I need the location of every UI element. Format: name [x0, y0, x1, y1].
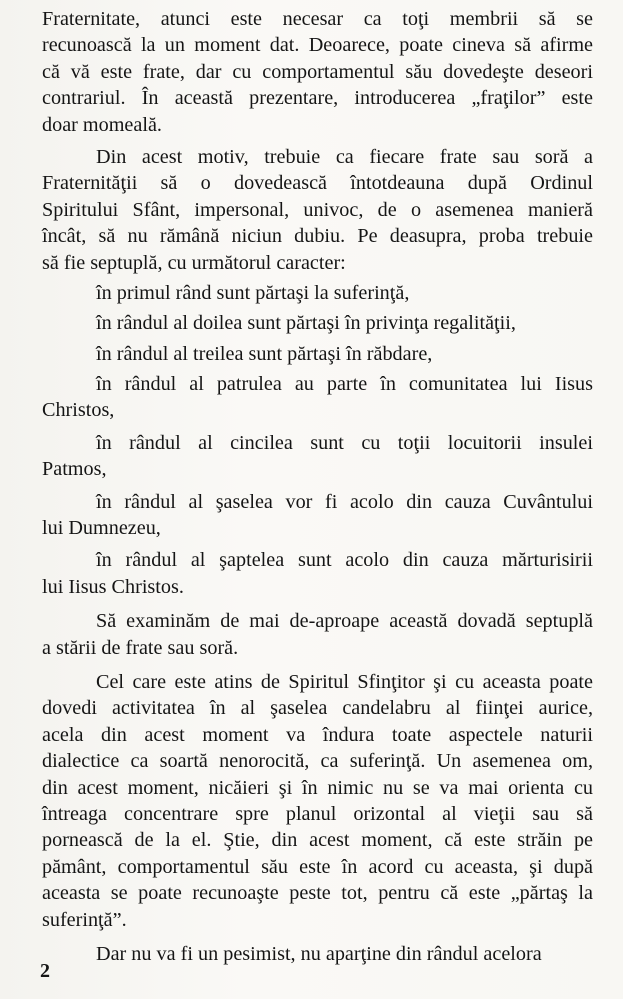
text-line: Patmos,	[42, 458, 107, 481]
text-line: în rândul al treilea sunt părtaşi în răbdare,	[96, 342, 433, 365]
text-line: Fraternităţii să o dovedească întotdeauna după Ordinul	[42, 172, 593, 195]
text-line: în rândul al patrulea au parte în comunitatea lui Iisus	[96, 373, 593, 396]
text-line: Spiritului Sfânt, impersonal, univoc, de o asemenea manieră	[42, 198, 593, 221]
text-line: doar momeală.	[42, 113, 162, 136]
text-line: încât, să nu rămână niciun dubiu. Pe deasupra, proba trebuie	[42, 225, 593, 248]
paragraph	[42, 280, 593, 306]
paragraph	[42, 608, 593, 661]
paragraph	[42, 941, 593, 967]
text-line: Din acest motiv, trebuie ca fiecare frate sau soră a	[96, 145, 593, 168]
paragraph	[42, 547, 593, 600]
text-line: pământ, comportamentul său este în acord cu aceasta, şi după	[42, 855, 593, 878]
body-text	[42, 6, 593, 967]
paragraph	[42, 310, 593, 336]
paragraph	[42, 371, 593, 424]
text-line: acela din acest moment va îndura toate aspectele naturii	[42, 723, 593, 746]
text-line: că vă este frate, dar cu comportamentul său dovedeşte deseori	[42, 60, 593, 83]
text-line: Dar nu va fi un pesimist, nu aparţine din rândul acelora	[96, 942, 542, 965]
paragraph-gap	[42, 933, 593, 941]
text-line: Christos,	[42, 399, 115, 422]
paragraph-gap	[42, 661, 593, 669]
paragraph	[42, 341, 593, 367]
text-line: dialectice ca soartă nenorocită, ca suferinţă. Un asemenea om,	[42, 750, 593, 773]
text-line: Să examinăm de mai de-aproape această dovadă septuplă	[96, 610, 593, 633]
page-number: 2	[40, 960, 50, 982]
text-line: lui Iisus Christos.	[42, 575, 184, 598]
paragraph	[42, 669, 593, 933]
text-line: pornească de la el. Ştie, din acest moment, că este străin pe	[42, 829, 593, 852]
text-line: contrariul. În această prezentare, introducerea „fraţilor” este	[42, 87, 593, 110]
text-line: întreaga concentrare spre planul orizontal al vieţii sau să	[42, 802, 593, 825]
text-line: recunoască la un moment dat. Deoarece, poate cineva să afirme	[42, 34, 593, 57]
text-line: în rândul al şaptelea sunt acolo din cauza mărturisirii	[96, 549, 593, 572]
text-line: Cel care este atins de Spiritul Sfinţitor şi cu aceasta poate	[96, 670, 593, 693]
paragraph-gap	[42, 600, 593, 608]
text-line: lui Dumnezeu,	[42, 517, 161, 540]
text-line: în rândul al doilea sunt părtaşi în privinţa regalităţii,	[96, 312, 516, 335]
text-line: în rândul al cincilea sunt cu toţii locuitorii insulei	[96, 431, 593, 454]
text-line: în rândul al şaselea vor fi acolo din cauza Cuvântului	[96, 490, 593, 513]
text-line: a stării de frate sau soră.	[42, 636, 239, 659]
paragraph	[42, 6, 593, 138]
text-line: aceasta se poate recunoaşte peste tot, pentru că este „părtaş la	[42, 882, 593, 905]
text-line: să fie septuplă, cu următorul caracter:	[42, 251, 346, 274]
text-line: din acest moment, nicăieri şi în nimic nu se va mai orienta cu	[42, 776, 593, 799]
paragraph	[42, 489, 593, 542]
text-line: Fraternitate, atunci este necesar ca toţi membrii să se	[42, 8, 593, 30]
text-line: în primul rând sunt părtaşi la suferinţă,	[96, 281, 410, 304]
paragraph	[42, 430, 593, 483]
text-line: suferinţă”.	[42, 908, 127, 931]
text-line: dovedi activitatea în al şaselea candelabru al fiinţei aurice,	[42, 697, 593, 720]
paragraph	[42, 144, 593, 276]
